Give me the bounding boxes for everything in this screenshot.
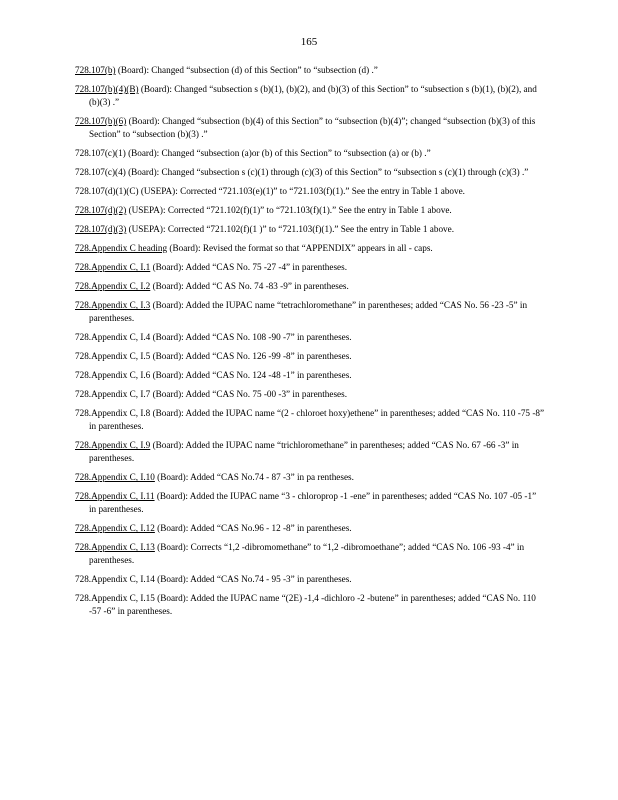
amendment-entry [75, 350, 545, 363]
amendment-description: (Board): Added “CAS No. 108 -90 -7” in parentheses. [150, 332, 352, 342]
amendment-entry [75, 83, 545, 109]
section-citation: 728.107(b)(6) [75, 116, 127, 126]
amendment-entry [75, 147, 545, 160]
section-citation: 728.Appendix C, I.8 [75, 408, 151, 418]
amendment-description: (USEPA): Corrected “721.102(f)(1)” to “721.103(f)(1).” See the entry in Table 1 above. [126, 205, 452, 215]
amendment-entry [75, 242, 545, 255]
amendment-entry [75, 541, 545, 567]
section-citation: 728.107(d)(2) [75, 205, 127, 215]
amendment-entry [75, 471, 545, 484]
amendment-description: (Board): Changed “subsection (d) of this Section” to “subsection (d) .” [115, 65, 378, 75]
amendment-description: (Board): Added “CAS No.74 - 95 -3” in parentheses. [154, 574, 352, 584]
amendment-entry [75, 490, 545, 516]
amendment-entry [75, 166, 545, 179]
amendment-entry [75, 261, 545, 274]
section-citation: 728.107(c)(4) [75, 167, 126, 177]
amendment-description: (Board): Corrects “1,2 -dibromomethane” to “1,2 -dibromoethane”; added “CAS No. 106 -93 -4” in parentheses. [89, 542, 525, 565]
section-citation: 728.Appendix C, I.1 [75, 262, 151, 272]
amendment-entry [75, 573, 545, 586]
amendment-entry [75, 331, 545, 344]
section-citation: 728.Appendix C heading [75, 243, 168, 253]
amendment-description: (Board): Added the IUPAC name “(2 - chloroet hoxy)ethene” in parentheses; added “CAS No. 110 -75 -8” in parentheses. [89, 408, 545, 431]
amendment-entry [75, 299, 545, 325]
amendment-description: (Board): Added “CAS No. 75 -00 -3” in parentheses. [150, 389, 348, 399]
amendment-description: (Board): Changed “subsection (b)(4) of this Section” to “subsection (b)(4)”; changed “subsection (b)(3) of this Section” to “subsection (b)(3) .” [89, 116, 536, 139]
section-citation: 728.Appendix C, I.5 [75, 351, 151, 361]
section-citation: 728.Appendix C, I.11 [75, 491, 155, 501]
amendment-description: (Board): Added “CAS No.96 - 12 -8” in parentheses. [154, 523, 352, 533]
amendment-description: (Board): Added “CAS No. 124 -48 -1” in parentheses. [150, 370, 352, 380]
amendment-entry [75, 185, 545, 198]
amendment-description: (Board): Added the IUPAC name “trichloromethane” in parentheses; added “CAS No. 67 -66 -3” in parentheses. [89, 440, 519, 463]
amendment-entry [75, 223, 545, 236]
amendment-entry [75, 592, 545, 618]
section-citation: 728.107(d)(3) [75, 224, 127, 234]
section-citation: 728.107(b)(4)(B) [75, 84, 139, 94]
amendment-entry [75, 439, 545, 465]
amendment-description: (Board): Added “CAS No. 75 -27 -4” in parentheses. [150, 262, 348, 272]
amendment-description: (Board): Changed “subsection s (c)(1) through (c)(3) of this Section” to “subsection s (c)(1) through (c)(3) .” [125, 167, 529, 177]
amendment-entry [75, 522, 545, 535]
amendment-description: (Board): Added “CAS No. 126 -99 -8” in parentheses. [150, 351, 352, 361]
section-citation: 728.Appendix C, I.13 [75, 542, 155, 552]
amendment-entry [75, 115, 545, 141]
amendment-entry [75, 64, 545, 77]
section-citation: 728.107(b) [75, 65, 116, 75]
amendment-list [75, 64, 545, 624]
page-number: 165 [300, 36, 318, 48]
amendment-description: (Board): Added the IUPAC name “3 - chloroprop -1 -ene” in parentheses; added “CAS No. 107 -05 -1” in parentheses. [89, 491, 537, 514]
section-citation: 728.Appendix C, I.12 [75, 523, 155, 533]
amendment-description: (Board): Changed “subsection (a)or (b) of this Section” to “subsection (a) or (b) .” [125, 148, 431, 158]
amendment-description: (Board): Added the IUPAC name “tetrachloromethane” in parentheses; added “CAS No. 56 -23 -5” in parentheses. [89, 300, 528, 323]
amendment-description: (USEPA): Corrected “721.103(e)(1)” to “721.103(f)(1).” See the entry in Table 1 above. [138, 186, 465, 196]
amendment-entry [75, 204, 545, 217]
section-citation: 728.Appendix C, I.9 [75, 440, 151, 450]
amendment-description: (USEPA): Corrected “721.102(f)(1 )” to “721.103(f)(1).” See the entry in Table 1 above. [126, 224, 455, 234]
amendment-description: (Board): Added the IUPAC name “(2E) -1,4 -dichloro -2 -butene” in parentheses; added “CAS No. 110 -57 -6” in parentheses. [89, 593, 536, 616]
section-citation: 728.107(d)(1)(C) [75, 186, 139, 196]
amendment-entry [75, 280, 545, 293]
amendment-description: (Board): Added “CAS No.74 - 87 -3” in pa rentheses. [154, 472, 354, 482]
amendment-description: (Board): Changed “subsection s (b)(1), (b)(2), and (b)(3) of this Section” to “subsection s (b)(1), (b)(2), and (b)(3) .” [89, 84, 537, 107]
section-citation: 728.Appendix C, I.10 [75, 472, 155, 482]
section-citation: 728.Appendix C, I.6 [75, 370, 151, 380]
section-citation: 728.Appendix C, I.14 [75, 574, 155, 584]
section-citation: 728.107(c)(1) [75, 148, 126, 158]
amendment-description: (Board): Added “C AS No. 74 -83 -9” in parentheses. [150, 281, 349, 291]
amendment-entry [75, 388, 545, 401]
section-citation: 728.Appendix C, I.7 [75, 389, 151, 399]
amendment-description: (Board): Revised the format so that “APPENDIX” appears in all - caps. [167, 243, 433, 253]
section-citation: 728.Appendix C, I.4 [75, 332, 151, 342]
amendment-entry [75, 407, 545, 433]
section-citation: 728.Appendix C, I.3 [75, 300, 151, 310]
amendment-entry [75, 369, 545, 382]
section-citation: 728.Appendix C, I.15 [75, 593, 155, 603]
section-citation: 728.Appendix C, I.2 [75, 281, 151, 291]
